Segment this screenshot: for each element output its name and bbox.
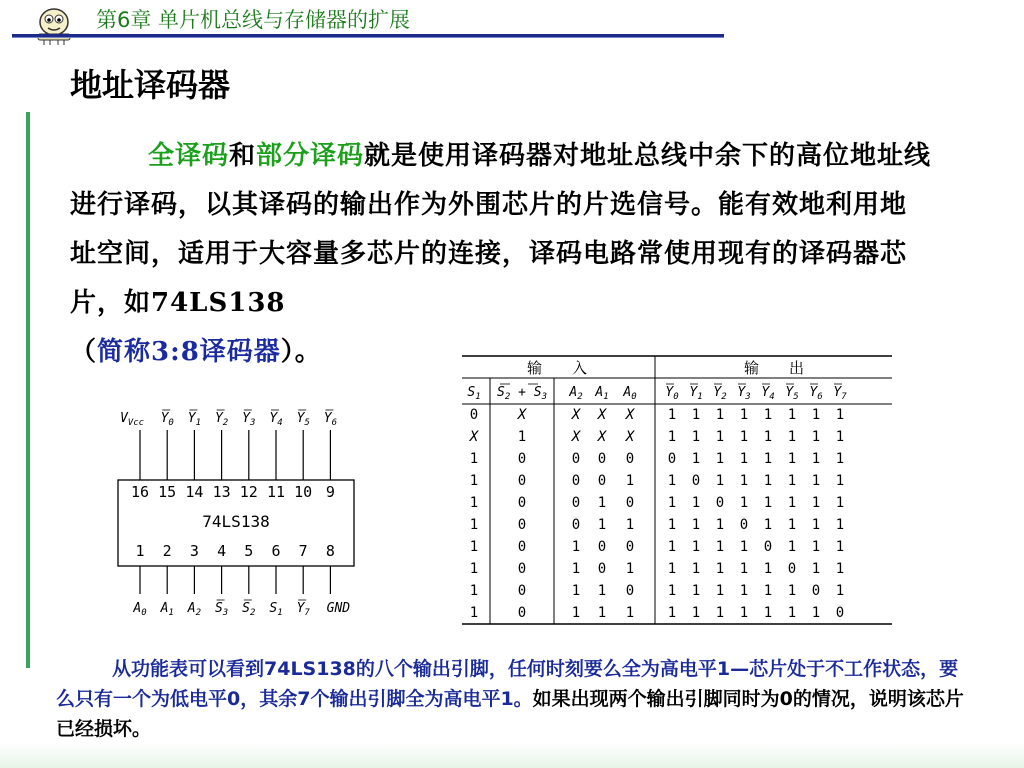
group-header-output: 输 出	[743, 359, 805, 377]
table-cell: 1	[739, 495, 749, 511]
conjunction: 和	[229, 141, 257, 171]
table-cell: 1	[691, 605, 701, 621]
table-cell: 0	[517, 495, 527, 511]
table-cell: 1	[835, 561, 845, 577]
table-cell: 1	[787, 473, 797, 489]
col-header: $Y_5$	[785, 385, 799, 402]
table-cell: 0	[517, 517, 527, 533]
left-accent-bar	[26, 112, 30, 668]
table-cell: 1	[811, 539, 821, 555]
chapter-title: 第6章 单片机总线与存储器的扩展	[96, 8, 411, 32]
bottom-pin-number: 7	[298, 542, 308, 560]
table-cell: 1	[691, 429, 701, 445]
table-cell: 1	[469, 561, 479, 577]
table-cell: 0	[625, 539, 635, 555]
bottom-pin-number: 6	[271, 542, 281, 560]
table-cell: 1	[811, 517, 821, 533]
table-cell: 1	[469, 605, 479, 621]
term-full-decoding: 全译码	[148, 141, 230, 171]
table-cell: 0	[597, 451, 607, 467]
bottom-pin-number: 4	[217, 542, 227, 560]
table-cell: 1	[691, 561, 701, 577]
table-cell: 1	[763, 429, 773, 445]
table-cell: 1	[469, 473, 479, 489]
cartoon-face-logo-icon	[30, 6, 78, 46]
table-cell: 1	[715, 451, 725, 467]
table-cell: 1	[571, 561, 581, 577]
table-cell: 1	[571, 605, 581, 621]
table-cell: 1	[835, 583, 845, 599]
chip-svg	[110, 400, 380, 630]
table-cell: 1	[835, 517, 845, 533]
table-cell: 1	[763, 605, 773, 621]
table-cell: 1	[739, 473, 749, 489]
table-cell: 1	[667, 539, 677, 555]
table-cell: 1	[691, 539, 701, 555]
table-cell: 1	[739, 605, 749, 621]
table-cell: 0	[469, 407, 479, 423]
table-cell: 1	[763, 517, 773, 533]
bottom-pin-number: 2	[162, 542, 172, 560]
col-header: $Y_2$	[713, 385, 727, 402]
top-pin-number: 14	[185, 483, 204, 501]
table-cell: 1	[739, 429, 749, 445]
top-pin-number: 12	[239, 483, 258, 501]
group-header-input: 输 入	[526, 359, 588, 377]
table-cell: 1	[787, 539, 797, 555]
chip-name: 74LS138	[202, 512, 270, 531]
table-cell: 0	[625, 583, 635, 599]
top-pin-number: 13	[212, 483, 231, 501]
table-cell: X	[625, 407, 635, 423]
bottom-pin-number: 1	[135, 542, 145, 560]
top-pin-label: $Y_3$	[242, 411, 256, 428]
table-cell: 1	[667, 407, 677, 423]
bottom-pin-label: $S_1$	[269, 601, 283, 618]
table-cell: X	[597, 407, 607, 423]
table-cell: 1	[763, 583, 773, 599]
table-cell: 1	[739, 583, 749, 599]
top-pin-label: $Y_0$	[160, 411, 174, 428]
table-cell: X	[597, 429, 607, 445]
table-cell: 0	[625, 451, 635, 467]
table-cell: 1	[517, 429, 527, 445]
table-cell: 1	[835, 451, 845, 467]
table-cell: 1	[715, 605, 725, 621]
col-header: $Y_4$	[761, 385, 775, 402]
table-cell: 0	[517, 451, 527, 467]
table-cell: 1	[715, 583, 725, 599]
table-cell: 0	[571, 495, 581, 511]
bottom-pin-number: 8	[325, 542, 335, 560]
table-cell: 0	[597, 473, 607, 489]
table-cell: 0	[517, 561, 527, 577]
table-cell: X	[571, 407, 581, 423]
table-cell: 1	[597, 517, 607, 533]
table-cell: 0	[625, 495, 635, 511]
table-cell: 1	[571, 539, 581, 555]
bottom-pin-label: $A_0$	[133, 601, 147, 618]
table-cell: 1	[763, 473, 773, 489]
table-cell: 1	[691, 451, 701, 467]
table-cell: 1	[715, 407, 725, 423]
table-cell: 1	[625, 561, 635, 577]
col-header: $Y_3$	[737, 385, 751, 402]
table-cell: 1	[667, 429, 677, 445]
section-heading: 地址译码器	[70, 66, 231, 104]
top-pin-label: $Y_1$	[187, 411, 202, 428]
table-cell: 1	[691, 583, 701, 599]
table-cell: 1	[787, 407, 797, 423]
table-cell: X	[571, 429, 581, 445]
table-cell: 1	[835, 539, 845, 555]
col-header: $Y_0$	[665, 385, 679, 402]
table-cell: 0	[763, 539, 773, 555]
table-cell: 1	[469, 495, 479, 511]
top-pin-label: $Y_4$	[269, 411, 283, 428]
truth-table-svg	[462, 354, 894, 626]
table-cell: 1	[739, 451, 749, 467]
bottom-pin-label: $A_2$	[187, 601, 202, 618]
table-cell: 1	[811, 473, 821, 489]
table-cell: 1	[835, 495, 845, 511]
bottom-pin-number: 5	[244, 542, 254, 560]
table-cell: 0	[517, 605, 527, 621]
table-cell: 1	[811, 605, 821, 621]
table-cell: 1	[667, 495, 677, 511]
table-cell: X	[625, 429, 635, 445]
table-cell: 0	[787, 561, 797, 577]
table-cell: 1	[667, 561, 677, 577]
table-cell: 1	[739, 407, 749, 423]
top-pin-number: 16	[130, 483, 150, 501]
table-cell: 0	[811, 583, 821, 599]
col-header: $Y_6$	[809, 385, 823, 402]
table-cell: 1	[763, 451, 773, 467]
top-pin-number: 10	[294, 483, 313, 501]
table-cell: 1	[811, 429, 821, 445]
paragraph-body: 就是使用译码器对地址总线中余下的高位地址线进行译码，以其译码的输出作为外围芯片的片选信号。能有效地利用地址空间，适用于大容量多芯片的连接，译码电路常使用现有的译码器芯片，如74LS138	[70, 141, 932, 318]
footer-fade	[0, 742, 1024, 768]
col-header: $S_2 + S_3$	[497, 385, 547, 402]
table-cell: 0	[715, 495, 725, 511]
table-cell: 1	[763, 407, 773, 423]
top-pin-number: 11	[266, 483, 286, 501]
table-cell: 1	[739, 539, 749, 555]
col-header: $A_1$	[595, 385, 609, 402]
table-cell: 1	[625, 473, 635, 489]
table-cell: 0	[835, 605, 845, 621]
top-pin-label: $Y_5$	[296, 411, 310, 428]
col-header: $Y_7$	[833, 385, 847, 402]
bottom-pin-label: $A_1$	[160, 601, 174, 618]
top-pin-label: $Y_6$	[323, 411, 338, 428]
table-cell: 1	[763, 495, 773, 511]
table-cell: 1	[787, 451, 797, 467]
table-cell: 1	[787, 605, 797, 621]
table-cell: 1	[667, 473, 677, 489]
table-cell: 0	[517, 583, 527, 599]
table-cell: 1	[787, 429, 797, 445]
table-cell: 1	[811, 495, 821, 511]
table-cell: 1	[811, 407, 821, 423]
chip-pinout-diagram	[110, 400, 380, 630]
table-cell: 1	[763, 561, 773, 577]
table-cell: 1	[811, 451, 821, 467]
bottom-note	[56, 654, 972, 744]
table-cell: 1	[715, 561, 725, 577]
top-pin-label: $Y_2$	[214, 411, 229, 428]
table-cell: 1	[469, 583, 479, 599]
note-blue-text: 从功能表可以看到74LS138的八个输出引脚，任何时刻要么全为高电平1—芯片处于不工作状态，要么只有一个为低电平0，其余7个输出引脚全为高电平1。	[56, 658, 959, 710]
term-partial-decoding: 部分译码	[256, 141, 365, 171]
table-cell: 1	[715, 473, 725, 489]
table-cell: 1	[571, 583, 581, 599]
table-cell: X	[517, 407, 527, 423]
table-cell: 1	[625, 517, 635, 533]
table-cell: 1	[667, 583, 677, 599]
table-cell: 1	[469, 517, 479, 533]
table-cell: 0	[571, 517, 581, 533]
col-header: $Y_1$	[689, 385, 703, 402]
truth-table	[462, 354, 894, 630]
table-cell: 0	[517, 539, 527, 555]
bottom-pin-label: $S_2$	[242, 601, 256, 618]
paren-close: ）。	[280, 337, 322, 367]
intro-paragraph	[70, 132, 932, 377]
table-cell: 1	[715, 539, 725, 555]
table-cell: 1	[691, 495, 701, 511]
table-cell: 1	[667, 605, 677, 621]
table-cell: 1	[835, 429, 845, 445]
table-cell: 1	[597, 583, 607, 599]
table-cell: 1	[691, 517, 701, 533]
table-cell: X	[469, 429, 479, 445]
paren-open: （	[70, 337, 98, 367]
table-cell: 0	[739, 517, 749, 533]
table-cell: 1	[787, 517, 797, 533]
table-cell: 1	[715, 517, 725, 533]
table-cell: 1	[835, 407, 845, 423]
col-header: $A_0$	[623, 385, 637, 402]
table-cell: 0	[691, 473, 701, 489]
table-cell: 0	[667, 451, 677, 467]
table-cell: 1	[469, 539, 479, 555]
bottom-pin-label: $Y_7$	[296, 601, 310, 618]
table-cell: 0	[571, 451, 581, 467]
table-cell: 0	[597, 539, 607, 555]
bottom-pin-number: 3	[189, 542, 199, 560]
col-header: $A_2$	[569, 385, 583, 402]
top-pin-number: 9	[325, 483, 335, 501]
table-cell: 1	[597, 495, 607, 511]
note-black-text: 如果出现两个输出引脚同时为0的情况，说明该芯片已经损坏。	[56, 688, 964, 740]
table-cell: 1	[625, 605, 635, 621]
col-header: $S_1$	[467, 385, 481, 402]
table-cell: 1	[835, 473, 845, 489]
table-cell: 1	[715, 429, 725, 445]
bottom-pin-label: $S_3$	[214, 601, 229, 618]
pin-label-vcc: $V_{Vcc}$	[119, 411, 145, 428]
title-divider-shadow	[12, 37, 724, 38]
table-cell: 1	[597, 605, 607, 621]
bottom-pin-label: GND	[326, 601, 351, 616]
table-cell: 0	[517, 473, 527, 489]
table-cell: 1	[739, 561, 749, 577]
table-cell: 1	[667, 517, 677, 533]
table-cell: 0	[571, 473, 581, 489]
table-cell: 1	[469, 451, 479, 467]
table-cell: 0	[597, 561, 607, 577]
decoder-alias: 简称3:8译码器	[97, 337, 281, 367]
table-cell: 1	[787, 583, 797, 599]
table-cell: 1	[787, 495, 797, 511]
top-pin-number: 15	[158, 483, 177, 501]
table-cell: 1	[811, 561, 821, 577]
table-cell: 1	[691, 407, 701, 423]
